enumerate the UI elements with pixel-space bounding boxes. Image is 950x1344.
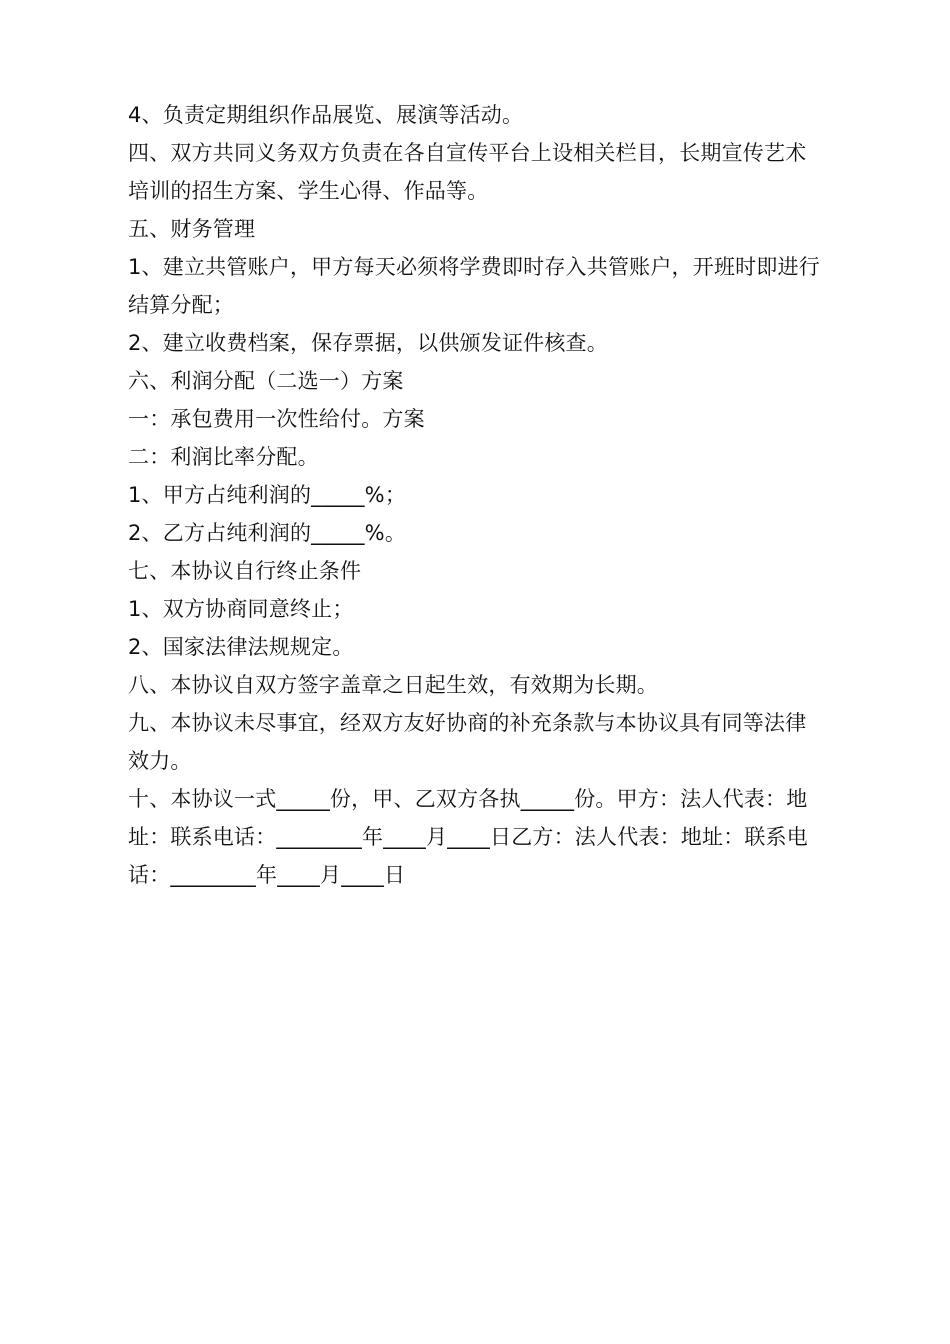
paragraph-effective-date: 八、本协议自双方签字盖章之日起生效，有效期为长期。 [128,673,658,697]
paragraph-option-two: 二：利润比率分配。 [128,445,319,469]
document-body [128,96,822,894]
section-heading-termination: 七、本协议自行终止条件 [128,559,362,583]
paragraph-copies-and-signatures: 十、本协议一式_____份，甲、乙双方各执_____份。甲方：法人代表：地址：联系电话：________年____月____日乙方：法人代表：地址：联系电话：________年____月____日 [128,787,808,887]
paragraph-fee-records: 2、建立收费档案，保存票据，以供颁发证件核查。 [128,331,608,355]
section-heading-profit-distribution: 六、利润分配（二选一）方案 [128,369,404,393]
paragraph-joint-account: 1、建立共管账户，甲方每天必须将学费即时存入共管账户，开班时即进行结算分配； [128,255,820,317]
section-heading-finance: 五、财务管理 [128,217,256,241]
paragraph-item-4-exhibitions: 4、负责定期组织作品展览、展演等活动。 [128,103,524,127]
paragraph-supplementary-terms: 九、本协议未尽事宜，经双方友好协商的补充条款与本协议具有同等法律效力。 [128,711,807,773]
paragraph-party-a-share: 1、甲方占纯利润的_____%； [128,483,407,507]
paragraph-party-b-share: 2、乙方占纯利润的_____%。 [128,521,407,545]
paragraph-termination-law: 2、国家法律法规规定。 [128,635,354,659]
paragraph-option-one: 一：承包费用一次性给付。方案 [128,407,425,431]
paragraph-termination-mutual: 1、双方协商同意终止； [128,597,354,621]
paragraph-joint-obligations: 四、双方共同义务双方负责在各自宣传平台上设相关栏目，长期宣传艺术培训的招生方案、学生心得、作品等。 [128,141,807,203]
